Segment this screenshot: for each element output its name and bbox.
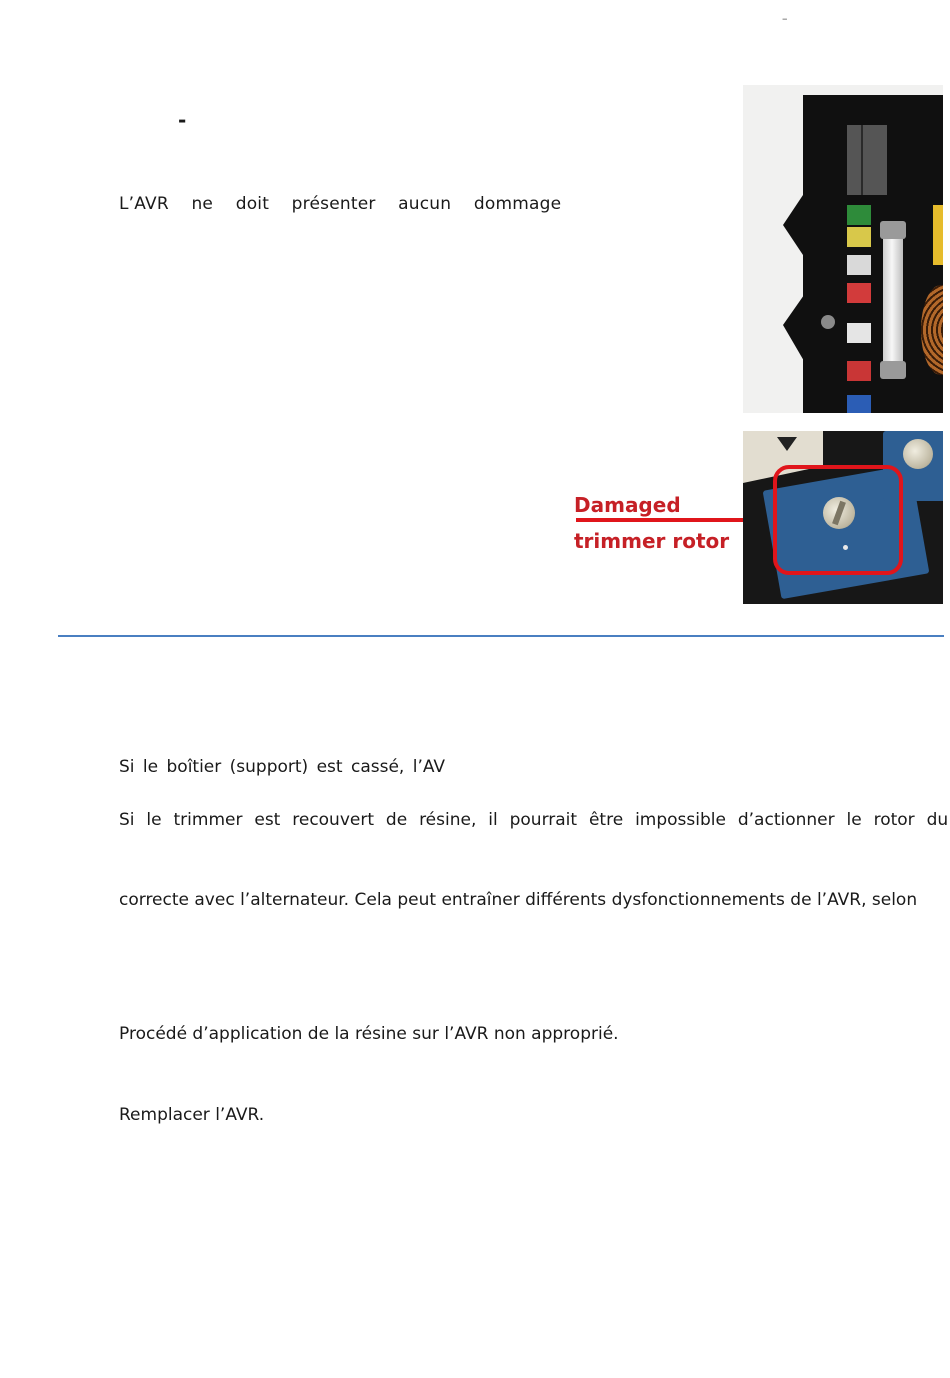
terminal-green <box>847 205 871 225</box>
fuse-cap <box>880 221 906 239</box>
avr-terminal-photo <box>743 85 943 413</box>
annotation-trimmer-rotor: trimmer rotor <box>574 529 730 553</box>
avr-board-tab <box>783 165 823 285</box>
fuse-cap <box>880 361 906 379</box>
terminal-blue <box>847 395 871 413</box>
heading-dash: - <box>178 108 187 132</box>
malfunction-text: correcte avec l’alternateur. Cela peut entraîner différents dysfonctionnements de l’AVR, selon <box>119 890 918 910</box>
connector-block-gap <box>861 125 863 195</box>
connector-block <box>847 125 887 195</box>
yellow-capacitor <box>933 205 943 265</box>
avr-damage-paragraph: L’AVR ne doit présenter aucun dommage <box>119 194 562 214</box>
mounting-hole <box>821 315 835 329</box>
terminal-white <box>847 323 871 343</box>
cause-text: Procédé d’application de la résine sur l’AVR non approprié. <box>119 1024 619 1044</box>
warning-triangle-icon <box>777 437 797 451</box>
broken-housing-text: Si le boîtier (support) est cassé, l’AV <box>119 757 446 777</box>
avr-board-tab <box>783 275 818 385</box>
terminal-white <box>847 255 871 275</box>
terminal-yellow <box>847 227 871 247</box>
section-divider <box>58 635 944 637</box>
resin-covered-trimmer-text: Si le trimmer est recouvert de résine, il pourrait être impossible d’actionner le rotor du <box>119 810 949 830</box>
corner-mark: – <box>782 12 788 25</box>
damaged-trimmer-photo <box>743 431 943 604</box>
remedy-text: Remplacer l’AVR. <box>119 1105 265 1125</box>
damage-highlight-circle <box>773 465 903 575</box>
terminal-red <box>847 283 871 303</box>
annotation-damaged: Damaged <box>574 493 681 517</box>
glass-fuse <box>883 225 903 375</box>
trimmer-rotor <box>903 439 933 469</box>
terminal-red <box>847 361 871 381</box>
